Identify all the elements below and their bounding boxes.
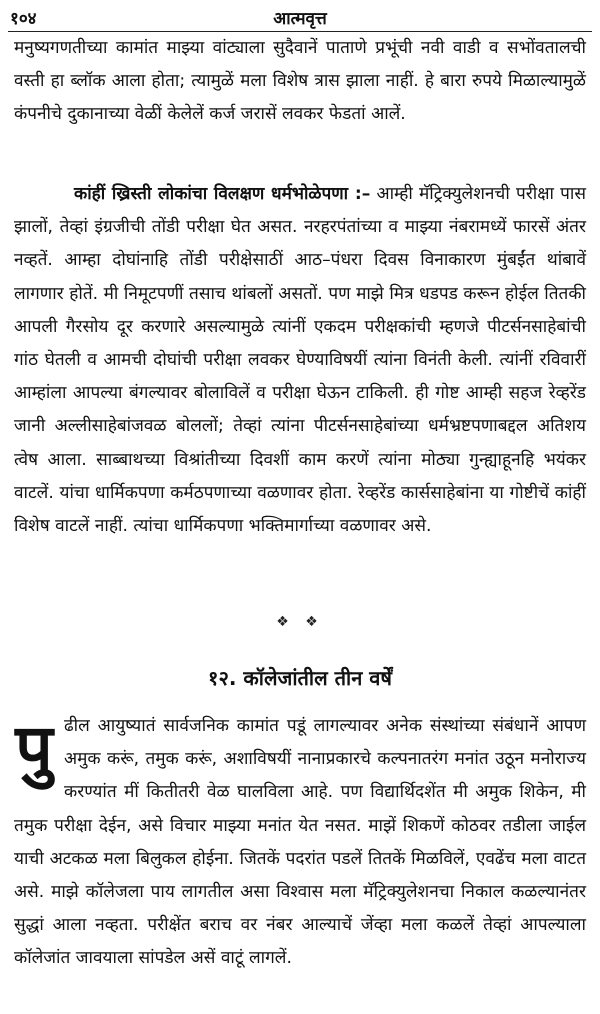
running-head (0, 6, 600, 30)
running-title: आत्मवृत्त (273, 9, 327, 29)
paragraph-college-years (14, 710, 586, 976)
paragraph-body: ढील आयुष्यातं सार्वजनिक कामांत पडूं लागल्यावर अनेक संस्थांच्या संबंधानें आपण अमुक करूं, तमुक करूं, अशाविषयीं नानाप्रकारचे कल्पनातरंग मनांत उठून मनोराज्य करण्यांत मीं कितीतरी वेळ घालविला आहे. पण विद्यार्थिदशेंत मी अमुक शिकेन, मी तमुक परीक्षा देईन, असे विचार माझ्या मनांत येत नसत. माझें शिकणें कोठवर तडीला जाईल याची अटकळ मला बिलुकल होईना. जितकें पदरांत पडलें तितकें मिळविलें, एवढेंच मला वाटत असे. माझे कॉलेजला पाय लागतील असा विश्वास मला मॅट्रिक्युलेशनचा निकाल कळल्यानंतर सुद्धां आला नव्हता. परीक्षेंत बराच वर नंबर आल्याचें जेंव्हा मला कळलें तेव्हां आपल्याला कॉलेजांत जावयाला सांपडेल असें वाटूं लागलें. (14, 716, 586, 969)
paragraph-census-work: मनुष्यगणतीच्या कामांत माझ्या वांट्याला सुदैवानें पाताणे प्रभूंची नवी वाडी व सभोंवतालची वस्ती हा ब्लॉक आला होता; त्यामुळें मला विशेष त्रास झाला नाहीं. हे बारा रुपये मिळाल्यामुळें कंपनीचे दुकानाच्या वेळीं केलेलें कर्ज जरासें लवकर फेडतां आलें. (14, 38, 586, 125)
drop-cap: पु (15, 710, 53, 787)
section-ornament: ❖ ❖ (276, 614, 324, 630)
paragraph-christian-devotion (14, 178, 586, 543)
page-number: १०४ (10, 9, 37, 29)
section-heading-run-in: कांहीं ख्रिस्ती लोकांचा विलक्षण धर्मभोळेपणा :– (74, 184, 371, 204)
chapter-title: १२. कॉलेजांतील तीन वर्षें (208, 666, 392, 690)
paragraph-body: आम्ही मॅट्रिक्युलेशनची परीक्षा पास झालों, तेव्हां इंग्रजीची तोंडी परीक्षा घेत असत. नरहरपंतांच्या व माझ्या नंबरामध्यें फारसें अंतर नव्हतें. आम्हा दोघांनाहि तोंडी परीक्षेसाठीं आठ–पंधरा दिवस विनाकारण मुंबईंत थांबावें लागणार होतें. मी निमूटपणीं तसाच थांबलों असतों. पण माझे मित्र धडपड करून होईल तितकी आपली गैरसोय दूर करणारे असल्यामुळे त्यांनीं एकदम परीक्षकांची म्हणजे पीटर्सनसाहेबांची गांठ घेतली व आमची दोघांची परीक्षा लवकर घेण्याविषयीं त्यांना विनंती केली. त्यांनीं रविवारीं आम्हांला आपल्या बंगल्यावर बोलाविलें व परीक्षा घेऊन टाकिली. ही गोष्ट आम्ही सहज रेव्हरेंड जानी अल्लीसाहेबांजवळ बोललों; तेव्हां त्यांना पीटर्सनसाहेबांच्या धर्मभ्रष्टपणाबद्दल अतिशय त्वेष आला. साब्बाथच्या विश्रांतीच्या दिवशीं काम करणें त्यांना मोठ्या गुन्ह्याहूनहि भयंकर वाटलें. यांचा धार्मिकपणा कर्मठपणाच्या वळणावर होता. रेव्हरेंड कार्ससाहेबांना या गोष्टीचें कांहीं विशेष वाटलें नाहीं. त्यांचा धार्मिकपणा भक्तिमार्गाच्या वळणावर असे. (14, 184, 587, 537)
